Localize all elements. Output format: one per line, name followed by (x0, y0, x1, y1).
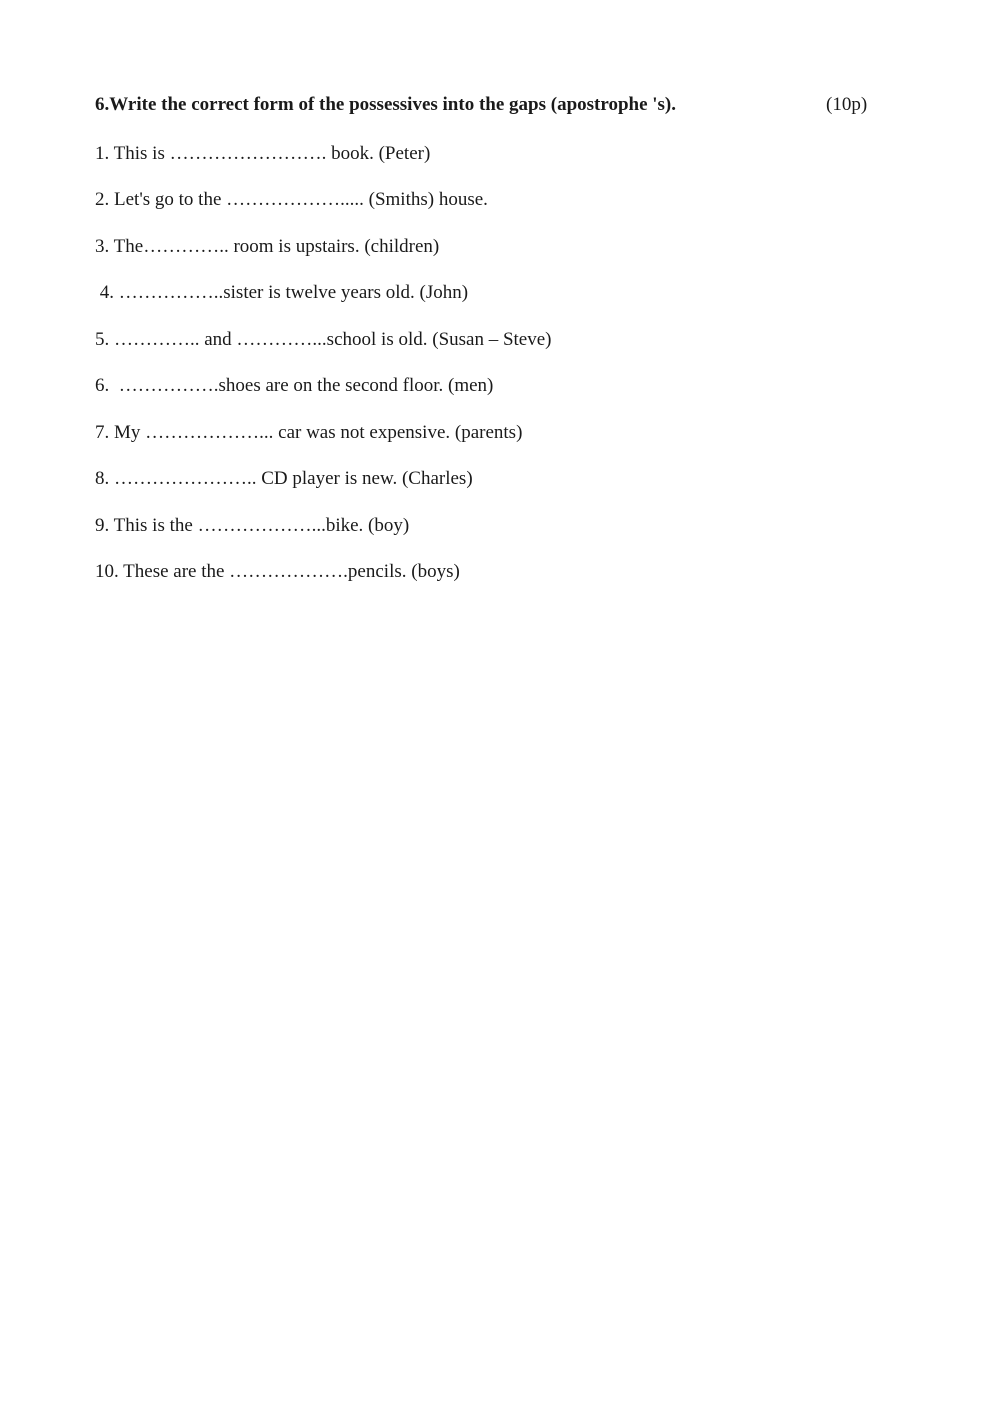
exercise-item-4: 4. ……………..sister is twelve years old. (John) (95, 282, 469, 303)
exercise-item-10: 10. These are the ……………….pencils. (boys) (95, 561, 460, 582)
exercise-item-7: 7. My ………………... car was not expensive. (parents) (95, 422, 523, 443)
exercise-header (95, 94, 875, 120)
exercise-item-2: 2. Let's go to the ………………..... (Smiths) house. (95, 189, 488, 210)
exercise-item-3: 3. The………….. room is upstairs. (children) (95, 236, 440, 257)
exercise-item-5: 5. ………….. and …………...school is old. (Susan – Steve) (95, 329, 552, 350)
exercise-item-6: 6. …………….shoes are on the second floor. (men) (95, 375, 494, 396)
exercise-item-1: 1. This is ……………………. book. (Peter) (95, 143, 431, 164)
exercise-item-8: 8. ………………….. CD player is new. (Charles) (95, 468, 473, 489)
exercise-title: 6.Write the correct form of the possessives into the gaps (apostrophe 's). (95, 94, 677, 115)
exercise-item-9: 9. This is the ………………...bike. (boy) (95, 515, 410, 536)
exercise-points: (10p) (826, 94, 868, 115)
